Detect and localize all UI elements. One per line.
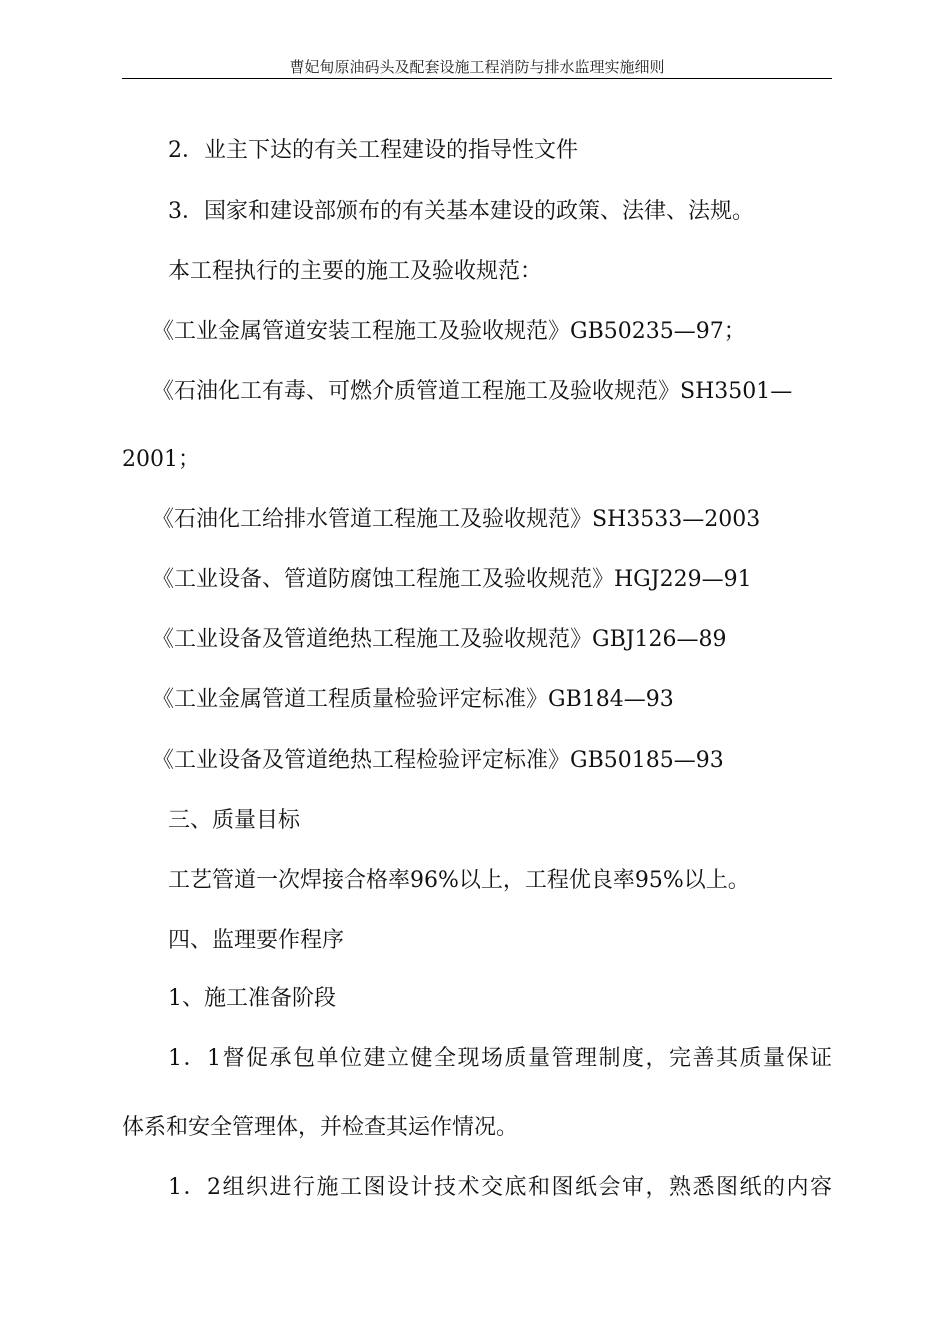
standard-item: 《工业设备及管道绝热工程检验评定标准》GB50185—93 — [152, 748, 724, 773]
paragraph-line: 1．2组织进行施工图设计技术交底和图纸会审，熟悉图纸的内容 — [168, 1175, 832, 1200]
paragraph-line: 2．业主下达的有关工程建设的指导性文件 — [168, 138, 578, 163]
standard-item: 《工业设备及管道绝热工程施工及验收规范》GBJ126—89 — [152, 627, 727, 652]
section-heading: 三、质量目标 — [168, 808, 301, 833]
paragraph-line: 体系和安全管理体，并检查其运作情况。 — [122, 1115, 519, 1140]
standard-item: 《工业金属管道工程质量检验评定标准》GB184—93 — [152, 687, 674, 712]
paragraph-line: 3．国家和建设部颁布的有关基本建设的政策、法律、法规。 — [168, 199, 754, 224]
paragraph-line: 本工程执行的主要的施工及验收规范： — [168, 259, 543, 284]
standard-item: 《石油化工给排水管道工程施工及验收规范》SH3533—2003 — [152, 507, 761, 532]
standard-item: 《石油化工有毒、可燃介质管道工程施工及验收规范》SH3501— — [152, 379, 793, 404]
page-header-title: 曹妃甸原油码头及配套设施工程消防与排水监理实施细则 — [289, 58, 665, 76]
standard-item: 《工业金属管道安装工程施工及验收规范》GB50235—97； — [152, 319, 746, 344]
paragraph-line: 工艺管道一次焊接合格率96%以上，工程优良率95%以上。 — [168, 868, 750, 893]
standard-item: 《工业设备、管道防腐蚀工程施工及验收规范》HGJ229—91 — [152, 567, 752, 592]
section-heading: 四、监理要作程序 — [168, 928, 345, 953]
subsection-heading: 1、施工准备阶段 — [168, 986, 336, 1011]
paragraph-line: 1．1督促承包单位建立健全现场质量管理制度，完善其质量保证 — [168, 1046, 832, 1071]
header-divider — [122, 78, 832, 79]
standard-item-continuation: 2001； — [122, 447, 200, 472]
